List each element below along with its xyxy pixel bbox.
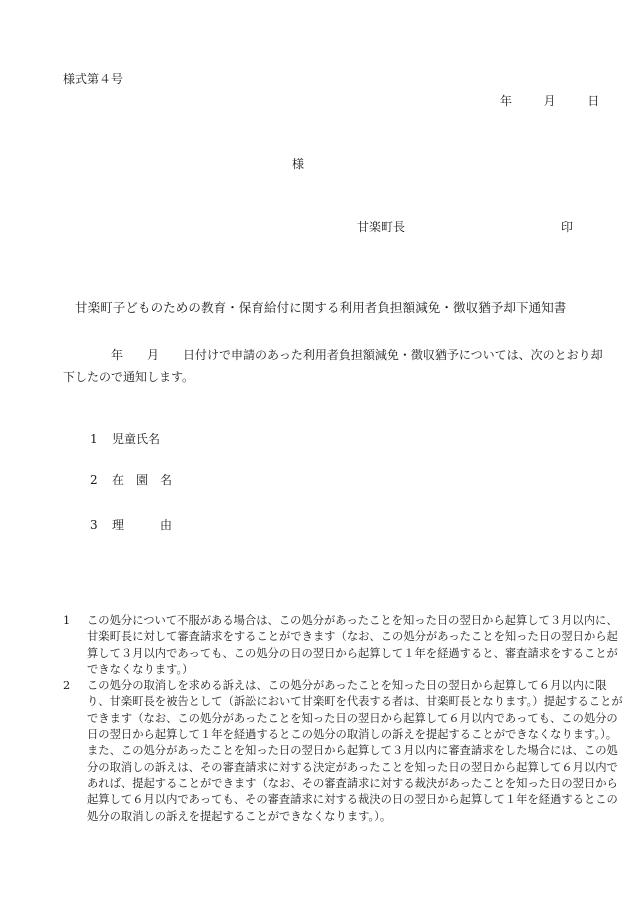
item-reason — [90, 516, 172, 533]
issue-date — [500, 92, 599, 109]
date-year: 年 — [500, 94, 513, 108]
item-number: 3 — [90, 518, 98, 532]
date-day: 日 — [587, 94, 600, 108]
item-number: 1 — [90, 432, 98, 446]
note-number: 2 — [63, 679, 71, 693]
form-number: 様式第４号 — [63, 72, 124, 86]
notice-body — [63, 344, 603, 388]
body-year: 年 — [111, 348, 124, 362]
document-title: 甘楽町子どものための教育・保育給付に関する利用者負担額減免・徴収猶予却下通知書 — [75, 300, 567, 315]
date-month: 月 — [543, 94, 556, 108]
item-label: 在 園 名 — [112, 473, 173, 487]
note-number: 1 — [63, 614, 71, 627]
item-label: 理 由 — [112, 518, 173, 532]
item-label: 児童氏名 — [112, 432, 161, 446]
item-facility-name — [90, 471, 172, 488]
body-month: 月 — [147, 348, 160, 362]
note-text: この処分の取消しを求める訴えは、この処分があったことを知った日の翌日から起算して６月以内に限り、甘楽町長を被告として（訴訟において甘楽町を代表する者は、甘楽町長となります。）提起することができます（なお、この処分があったことを知った日の翌日から起算して６月以内であっても、この処分の日の翌日から起算して１年を経過するとこの処分の取消しの訴えを提起することができなくなります。）。また、この処分があったことを知った日の翌日から起算して３月以内に審査請求をした場合には、この処分の取消しの訴えは、その審査請求に対する決定があったことを知った日の翌日から起算して６月以内であれば、提起することができます（なお、その審査請求に対する裁決があったことを知った日の翌日から起算して６月以内であっても、その審査請求に対する裁決の日の翌日から起算して１年を経過するとこの処分の取消しの訴えを提起することができなくなります。）。 — [87, 679, 623, 823]
issuer-name: 甘楽町長 — [357, 220, 406, 234]
note-item — [63, 678, 623, 825]
appeal-notes — [63, 613, 623, 825]
addressee-suffix: 様 — [292, 157, 305, 171]
note-text: この処分について不服がある場合は、この処分があったことを知った日の翌日から起算して３月以内に、甘楽町長に対して審査請求をすることができます（なお、この処分があったことを知った日の翌日から起算して３月以内であっても、この処分の日の翌日から起算して１年を経過すると、審査請求をすることができなくなります。） — [87, 614, 618, 676]
seal-mark: 印 — [561, 220, 574, 234]
item-child-name — [90, 430, 160, 447]
body-text: 日付けで申請のあった利用者負担額減免・徴収猶予については、次のとおり却下したので通知します。 — [63, 348, 603, 384]
note-item — [63, 613, 623, 678]
item-number: 2 — [90, 473, 98, 487]
